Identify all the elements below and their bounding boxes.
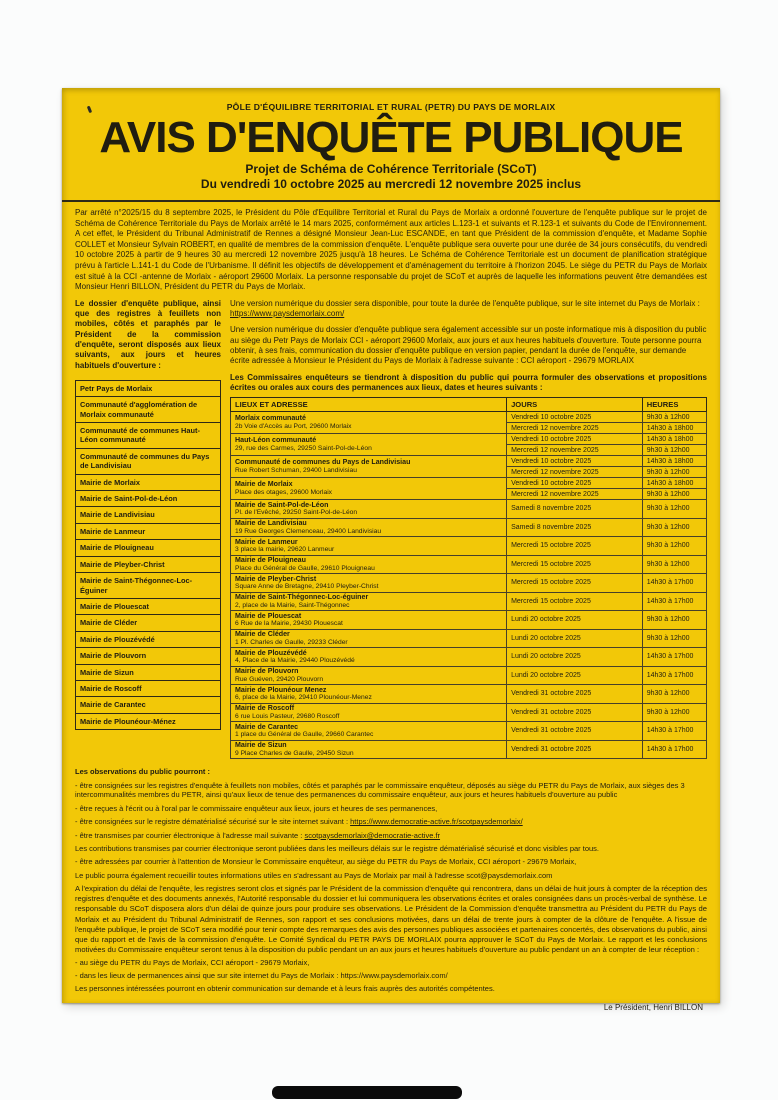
- public-notice-poster: [62, 88, 720, 1012]
- schedule-row: [231, 518, 707, 537]
- observation-bullet: [75, 781, 707, 801]
- locations-heading: Le dossier d'enquête publique, ainsi que des registres à feuillets non mobiles, côtés et paraphés par le Président de la commission d'enquête, seront disposés aux lieux suivants, aux jours et heures habituels d'ouverture :: [75, 298, 221, 370]
- schedule-day-cell: Lundi 20 octobre 2025: [507, 648, 643, 667]
- schedule-day-cell: Vendredi 10 octobre 2025: [507, 412, 643, 423]
- location-list-item: Petr Pays de Morlaix: [76, 381, 220, 397]
- location-name: Mairie de Plounéour Menez: [235, 685, 327, 694]
- paper-version-paragraph: Une version numérique du dossier d'enquête publique sera également accessible sur un poste informatique mis à disposition du public au siège du Petr Pays de Morlaix CCI - aéroport 29600 Morlaix, aux jours et aux heures habituels d'ouverture. Toute personne pourra obtenir, à ses frais, communication du dossier d'enquête publique en version papier, pendant la durée de l'enquête, sur demande écrite adressée à Monsieur le Président du Pays de Morlaix à l'adresse suivante : CCI aéroport - 29679 MORLAIX: [230, 325, 707, 366]
- schedule-location-cell: [231, 703, 507, 722]
- notice-header: [62, 88, 720, 202]
- schedule-row: [231, 592, 707, 611]
- location-address: Place du Général de Gaulle, 29610 Plouigneau: [235, 564, 375, 572]
- observation-text: - être reçues à l'écrit ou à l'oral par le commissaire enquêteur aux lieux, jours et heures de ses permanences,: [75, 803, 438, 813]
- observation-link: https://www.democratie-active.fr/scotpaysdemorlaix/: [350, 817, 523, 827]
- schedule-location-cell: [231, 629, 507, 648]
- schedule-hours-cell: 14h30 à 18h00: [642, 423, 706, 434]
- schedule-location-cell: [231, 518, 507, 537]
- location-name: Mairie de Morlaix: [235, 480, 293, 489]
- location-address: 1 place du Général de Gaulle, 29660 Carantec: [235, 731, 374, 739]
- schedule-day-cell: Vendredi 10 octobre 2025: [507, 456, 643, 467]
- signature: Le Président, Henri BILLON: [603, 1002, 703, 1012]
- schedule-hours-cell: 9h30 à 12h00: [642, 611, 706, 630]
- location-list-item: Mairie de Plouvorn: [76, 648, 220, 664]
- location-address: 2b Voie d'Accès au Port, 29600 Morlaix: [235, 422, 352, 430]
- location-name: Mairie de Plouzévédé: [235, 648, 307, 657]
- location-name: Mairie de Cléder: [235, 630, 290, 639]
- schedule-hours-cell: 9h30 à 12h00: [642, 703, 706, 722]
- location-list-item: Mairie de Sizun: [76, 665, 220, 681]
- location-name: Mairie de Saint-Thégonnec-Loc-éguiner: [235, 593, 369, 602]
- header-lieux: LIEUX ET ADRESSE: [231, 398, 507, 412]
- closing-note: Les personnes intéressées pourront en obtenir communication sur demande et à leurs frais auprès des autorités compétentes.: [75, 983, 495, 993]
- schedule-day-cell: Samedi 8 novembre 2025: [507, 500, 643, 519]
- location-list-item: Mairie de Lanmeur: [76, 524, 220, 540]
- location-list-item: Mairie de Carantec: [76, 697, 220, 713]
- schedule-day-cell: Mercredi 15 octobre 2025: [507, 537, 643, 556]
- location-name: Mairie de Sizun: [235, 741, 287, 750]
- schedule-day-cell: Vendredi 31 octobre 2025: [507, 703, 643, 722]
- location-list-item: Communauté de communes Haut-Léon communauté: [76, 423, 220, 449]
- schedule-row: [231, 537, 707, 556]
- schedule-day-cell: Vendredi 10 octobre 2025: [507, 434, 643, 445]
- observation-bullet: [75, 804, 707, 814]
- schedule-location-cell: [231, 666, 507, 685]
- schedule-location-cell: [231, 500, 507, 519]
- location-address: 6 Rue de la Mairie, 29430 Plouescat: [235, 620, 343, 628]
- schedule-row: [231, 456, 707, 467]
- schedule-location-cell: [231, 555, 507, 574]
- location-address: 3 place la mairie, 29620 Lanmeur: [235, 546, 335, 554]
- location-list-item: Mairie de Plouigneau: [76, 540, 220, 556]
- schedule-location-cell: [231, 574, 507, 593]
- observation-text: - être transmises par courrier électronique à l'adresse mail suivante :: [75, 830, 305, 840]
- location-list-item: Communauté de communes du Pays de Landivisiau: [76, 449, 220, 475]
- location-list: [75, 380, 221, 730]
- location-name: Mairie de Plouvorn: [235, 667, 299, 676]
- schedule-day-cell: Mercredi 15 octobre 2025: [507, 592, 643, 611]
- location-address: 6, place de la Mairie, 29410 Plounéour-Menez: [235, 694, 372, 702]
- schedule-location-cell: [231, 412, 507, 434]
- schedule-row: [231, 478, 707, 489]
- location-address: Rue Guéven, 29420 Plouvorn: [235, 675, 324, 683]
- commissioners-paragraph: Les Commissaires enquêteurs se tiendront à disposition du public qui pourra formuler des observations et propositions écrites ou orales aux cours des permanences aux lieux, dates et heures suivants :: [230, 372, 707, 392]
- schedule-hours-cell: 9h30 à 12h00: [642, 518, 706, 537]
- observations-heading: Les observations du public pourront :: [75, 767, 211, 777]
- schedule-hours-cell: 14h30 à 17h00: [642, 574, 706, 593]
- schedule-location-cell: [231, 611, 507, 630]
- header-jours: JOURS: [507, 398, 643, 412]
- notice-subtitle-project: Projet de Schéma de Cohérence Territoriale (SCoT): [245, 162, 537, 176]
- schedule-hours-cell: 14h30 à 18h00: [642, 478, 706, 489]
- schedule-day-cell: Lundi 20 octobre 2025: [507, 629, 643, 648]
- location-address: Rue Robert Schuman, 29400 Landivisiau: [235, 466, 357, 474]
- location-address: 2, place de la Mairie, Saint-Thégonnec: [235, 601, 350, 609]
- schedule-hours-cell: 14h30 à 18h00: [642, 456, 706, 467]
- schedule-day-cell: Mercredi 12 novembre 2025: [507, 445, 643, 456]
- location-list-item: Mairie de Roscoff: [76, 681, 220, 697]
- schedule-row: [231, 703, 707, 722]
- schedule-day-cell: Samedi 8 novembre 2025: [507, 518, 643, 537]
- schedule-day-cell: Vendredi 31 octobre 2025: [507, 685, 643, 704]
- schedule-hours-cell: 9h30 à 12h00: [642, 555, 706, 574]
- schedule-location-cell: [231, 434, 507, 456]
- schedule-row: [231, 555, 707, 574]
- closing-bullets: [75, 958, 707, 981]
- observation-bullet: [75, 817, 707, 827]
- schedule-row: [231, 722, 707, 741]
- observations-note-info: Le public pourra également recueillir toutes informations utiles en s'adressant au Pays de Morlaix par mail à l'adresse scot@paysdemorlaix.com: [75, 870, 553, 880]
- location-list-item: Mairie de Plounéour-Ménez: [80, 716, 176, 726]
- schedule-row: [231, 666, 707, 685]
- schedule-table: [230, 397, 707, 759]
- location-address: Pl. de l'Evêché, 29250 Saint-Pol-de-Léon: [235, 509, 358, 517]
- organization-name: PÔLE D'ÉQUILIBRE TERRITORIAL ET RURAL (PETR) DU PAYS DE MORLAIX: [226, 102, 556, 112]
- location-address: 29, rue des Carmes, 29250 Saint-Pol-de-Léon: [235, 444, 372, 452]
- schedule-day-cell: Vendredi 31 octobre 2025: [507, 722, 643, 741]
- header-heures: HEURES: [642, 398, 706, 412]
- schedule-day-cell: Mercredi 12 novembre 2025: [507, 489, 643, 500]
- location-list-item: Mairie de Saint-Pol-de-Léon: [76, 491, 220, 507]
- location-address: 4, Place de la Mairie, 29440 Plouzévédé: [235, 657, 355, 665]
- schedule-hours-cell: 9h30 à 12h00: [642, 412, 706, 423]
- schedule-row: [231, 611, 707, 630]
- location-name: Mairie de Plouescat: [235, 611, 302, 620]
- schedule-day-cell: Lundi 20 octobre 2025: [507, 611, 643, 630]
- schedule-location-cell: [231, 537, 507, 556]
- schedule-day-cell: Lundi 20 octobre 2025: [507, 666, 643, 685]
- closing-paragraph: A l'expiration du délai de l'enquête, les registres seront clos et signés par le Président de la commission d'enquête qui rencontrera, dans un délai de huit jours à compter de la réception des registres d'enquête et des documents annexés, l'Autorité responsable du dossier et lui communiquera les observations écrites et orales consignées dans un procès-verbal de synthèse. Le responsable du SCoT disposera alors d'un délai de quinze jours pour produire ses observations. Le Président de la Commission d'enquête transmettra au Président du PETR du Pays de Morlaix et au Président du Tribunal Administratif de Rennes, son rapport et ses conclusions motivées, dans un délai de trente jours à compter de la clôture de l'enquête. A l'issue de l'enquête publique, le projet de SCoT sera modifié pour tenir compte des remarques des avis des personnes publiques associées et partenaires concertés, des observations du public, ainsi que du rapport et de l'avis de la commission d'enquête. Le Comité Syndical du PETR PAYS DE MORLAIX pourra approuver le SCoT du Pays de Morlaix. Le rapport et les conclusions motivées du Commissaire enquêteur seront tenus à la disposition du public pendant un an aux jours et heures habituels d'ouverture au public pendant un an à compter de leur réception :: [75, 884, 707, 954]
- closing-bullet: - dans les lieux de permanences ainsi que sur site internet du Pays de Morlaix : https://www.paysdemorlaix.com/: [75, 970, 448, 980]
- observations-bullet-mail: - être adressées par courrier à l'attention de Monsieur le Commissaire enquêteur, au siège du PETR du Pays de Morlaix, CCI aéroport - 29679 Morlaix,: [75, 857, 577, 867]
- details-column: [230, 299, 707, 759]
- observations-bullets: [75, 781, 707, 841]
- closing-section: [75, 884, 707, 1011]
- digital-version-paragraph: [230, 299, 707, 320]
- location-list-item: Mairie de Saint-Thégonnec-Loc-Éguiner: [76, 573, 220, 599]
- schedule-hours-cell: 9h30 à 12h00: [642, 500, 706, 519]
- location-list-item: Mairie de Landivisiau: [76, 507, 220, 523]
- scan-artifact-bar: [272, 1086, 462, 1099]
- location-name: Mairie de Carantec: [235, 722, 299, 731]
- location-list-item: Mairie de Plouescat: [76, 599, 220, 615]
- schedule-location-cell: [231, 740, 507, 759]
- schedule-hours-cell: 9h30 à 12h00: [642, 537, 706, 556]
- location-address: Square Anne de Bretagne, 29410 Pleyber-Christ: [235, 583, 379, 591]
- location-list-item: Communauté d'agglomération de Morlaix communauté: [76, 397, 220, 423]
- schedule-hours-cell: 14h30 à 18h00: [642, 434, 706, 445]
- schedule-day-cell: Vendredi 31 octobre 2025: [507, 740, 643, 759]
- schedule-row: [231, 740, 707, 759]
- closing-bullet: - au siège du PETR du Pays de Morlaix, CCI aéroport - 29679 Morlaix,: [75, 957, 310, 967]
- notice-title: AVIS D'ENQUÊTE PUBLIQUE: [99, 113, 683, 162]
- schedule-day-cell: Mercredi 12 novembre 2025: [507, 423, 643, 434]
- location-name: Haut-Léon communauté: [235, 436, 317, 445]
- location-name: Morlaix communauté: [235, 414, 306, 423]
- schedule-row: [231, 500, 707, 519]
- schedule-location-cell: [231, 685, 507, 704]
- schedule-row: [231, 574, 707, 593]
- location-list-item: Mairie de Pleyber-Christ: [76, 557, 220, 573]
- location-name: Mairie de Lanmeur: [235, 537, 298, 546]
- location-name: Mairie de Plouigneau: [235, 556, 306, 565]
- location-address: 6 rue Louis Pasteur, 29680 Roscoff: [235, 712, 340, 720]
- schedule-header-row: [231, 398, 707, 412]
- schedule-hours-cell: 9h30 à 12h00: [642, 629, 706, 648]
- observations-section: [75, 767, 707, 881]
- location-address: Place des otages, 29600 Morlaix: [235, 488, 333, 496]
- observation-link: scotpaysdemorlaix@democratie-active.fr: [304, 830, 441, 840]
- schedule-location-cell: [231, 592, 507, 611]
- schedule-hours-cell: 9h30 à 12h00: [642, 467, 706, 478]
- schedule-hours-cell: 14h30 à 17h00: [642, 722, 706, 741]
- location-list-item: Mairie de Cléder: [76, 615, 220, 631]
- location-address: 1 Pl. Charles de Gaulle, 29233 Cléder: [235, 638, 348, 646]
- observations-note-email: Les contributions transmises par courrier électronique seront publiées dans les meilleurs délais sur le registre dématérialisé sécurisé et donc visibles par tous.: [75, 844, 600, 854]
- schedule-hours-cell: 14h30 à 17h00: [642, 648, 706, 667]
- schedule-day-cell: Mercredi 15 octobre 2025: [507, 574, 643, 593]
- location-list-item: Mairie de Morlaix: [76, 475, 220, 491]
- notice-subtitle-dates: Du vendredi 10 octobre 2025 au mercredi 12 novembre 2025 inclus: [200, 177, 582, 191]
- location-address: 19 Rue Georges Clemenceau, 29400 Landivisiau: [235, 527, 382, 535]
- schedule-row: [231, 685, 707, 704]
- schedule-hours-cell: 14h30 à 17h00: [642, 592, 706, 611]
- schedule-location-cell: [231, 456, 507, 478]
- observation-text: - être consignées sur le registre dématérialisé sécurisé sur le site internet suivant :: [75, 817, 351, 827]
- location-address: 9 Place Charles de Gaulle, 29450 Sizun: [235, 749, 354, 757]
- location-list-item: Mairie de Plouzévédé: [76, 632, 220, 648]
- schedule-table-body: [231, 412, 707, 759]
- website-url: https://www.paysdemorlaix.com/: [230, 309, 345, 319]
- schedule-row: [231, 412, 707, 423]
- location-name: Mairie de Landivisiau: [235, 519, 307, 528]
- location-name: Mairie de Saint-Pol-de-Léon: [235, 500, 329, 509]
- location-name: Communauté de communes du Pays de Landivisiau: [235, 458, 411, 467]
- schedule-location-cell: [231, 722, 507, 741]
- schedule-hours-cell: 14h30 à 17h00: [642, 740, 706, 759]
- intro-paragraph: Par arrêté n°2025/15 du 8 septembre 2025, le Président du Pôle d'Equilibre Territorial et Rural du Pays de Morlaix a ordonné l'ouverture de l'enquête publique sur le projet de Schéma de Cohérence Territoriale du Pays de Morlaix arrêté le 14 mars 2025, conformément aux articles L.123-1 et suivants et R.123-1 et suivants du Code de l'Environnement. A cet effet, le Président du Tribunal Administratif de Rennes a désigné Monsieur Jean-Luc ESCANDE, en tant que Président de la commission d'enquête, et Madame Sophie COLLET et Monsieur Sylvain ROBERT, en qualité de membres de la commission d'enquête. L'enquête publique sera ouverte pour une durée de 34 jours consécutifs, du vendredi 10 octobre 2025 à partir de 9 heures 30 au mercredi 12 novembre 2025 jusqu'à 18 heures. Le Schéma de Cohérence Territoriale est un document de planification stratégique prévu à l'article L.141-1 du Code de l'Urbanisme. Il définit les objectifs de développement et d'aménagement du territoire à l'horizon 2045. Le siège du PETR du Pays de Morlaix est situé à la CCI -antenne de Morlaix - aéroport 29600 Morlaix. La personne responsable du projet de SCoT et auprès de laquelle les informations peuvent être demandées est Monsieur Henri BILLON, Président du PETR du Pays de Morlaix.: [75, 208, 707, 292]
- schedule-hours-cell: 9h30 à 12h00: [642, 489, 706, 500]
- observation-bullet: [75, 831, 707, 841]
- schedule-day-cell: Mercredi 15 octobre 2025: [507, 555, 643, 574]
- observation-text: - être consignées sur les registres d'enquête à feuillets non mobiles, côtés et paraphés par le commissaire enquêteur, déposés au siège du PETR du Pays de Morlaix, aux sièges des 3 intercommunalités membres du PETR, ainsi qu'aux lieux de tenue des permanences du commissaire enquêteur, aux jours et heures habituels d'ouverture au public: [75, 780, 685, 800]
- schedule-hours-cell: 9h30 à 12h00: [642, 685, 706, 704]
- digital-version-text: Une version numérique du dossier sera disponible, pour toute la durée de l'enquête publique, sur le site internet du Pays de Morlaix :: [230, 298, 700, 308]
- schedule-hours-cell: 14h30 à 17h00: [642, 666, 706, 685]
- schedule-row: [231, 648, 707, 667]
- schedule-row: [231, 434, 707, 445]
- schedule-day-cell: Vendredi 10 octobre 2025: [507, 478, 643, 489]
- schedule-location-cell: [231, 478, 507, 500]
- schedule-location-cell: [231, 648, 507, 667]
- location-name: Mairie de Pleyber-Christ: [235, 574, 317, 583]
- location-name: Mairie de Roscoff: [235, 704, 295, 713]
- schedule-day-cell: Mercredi 12 novembre 2025: [507, 467, 643, 478]
- schedule-row: [231, 629, 707, 648]
- locations-column: [75, 299, 221, 730]
- schedule-hours-cell: 9h30 à 12h00: [642, 445, 706, 456]
